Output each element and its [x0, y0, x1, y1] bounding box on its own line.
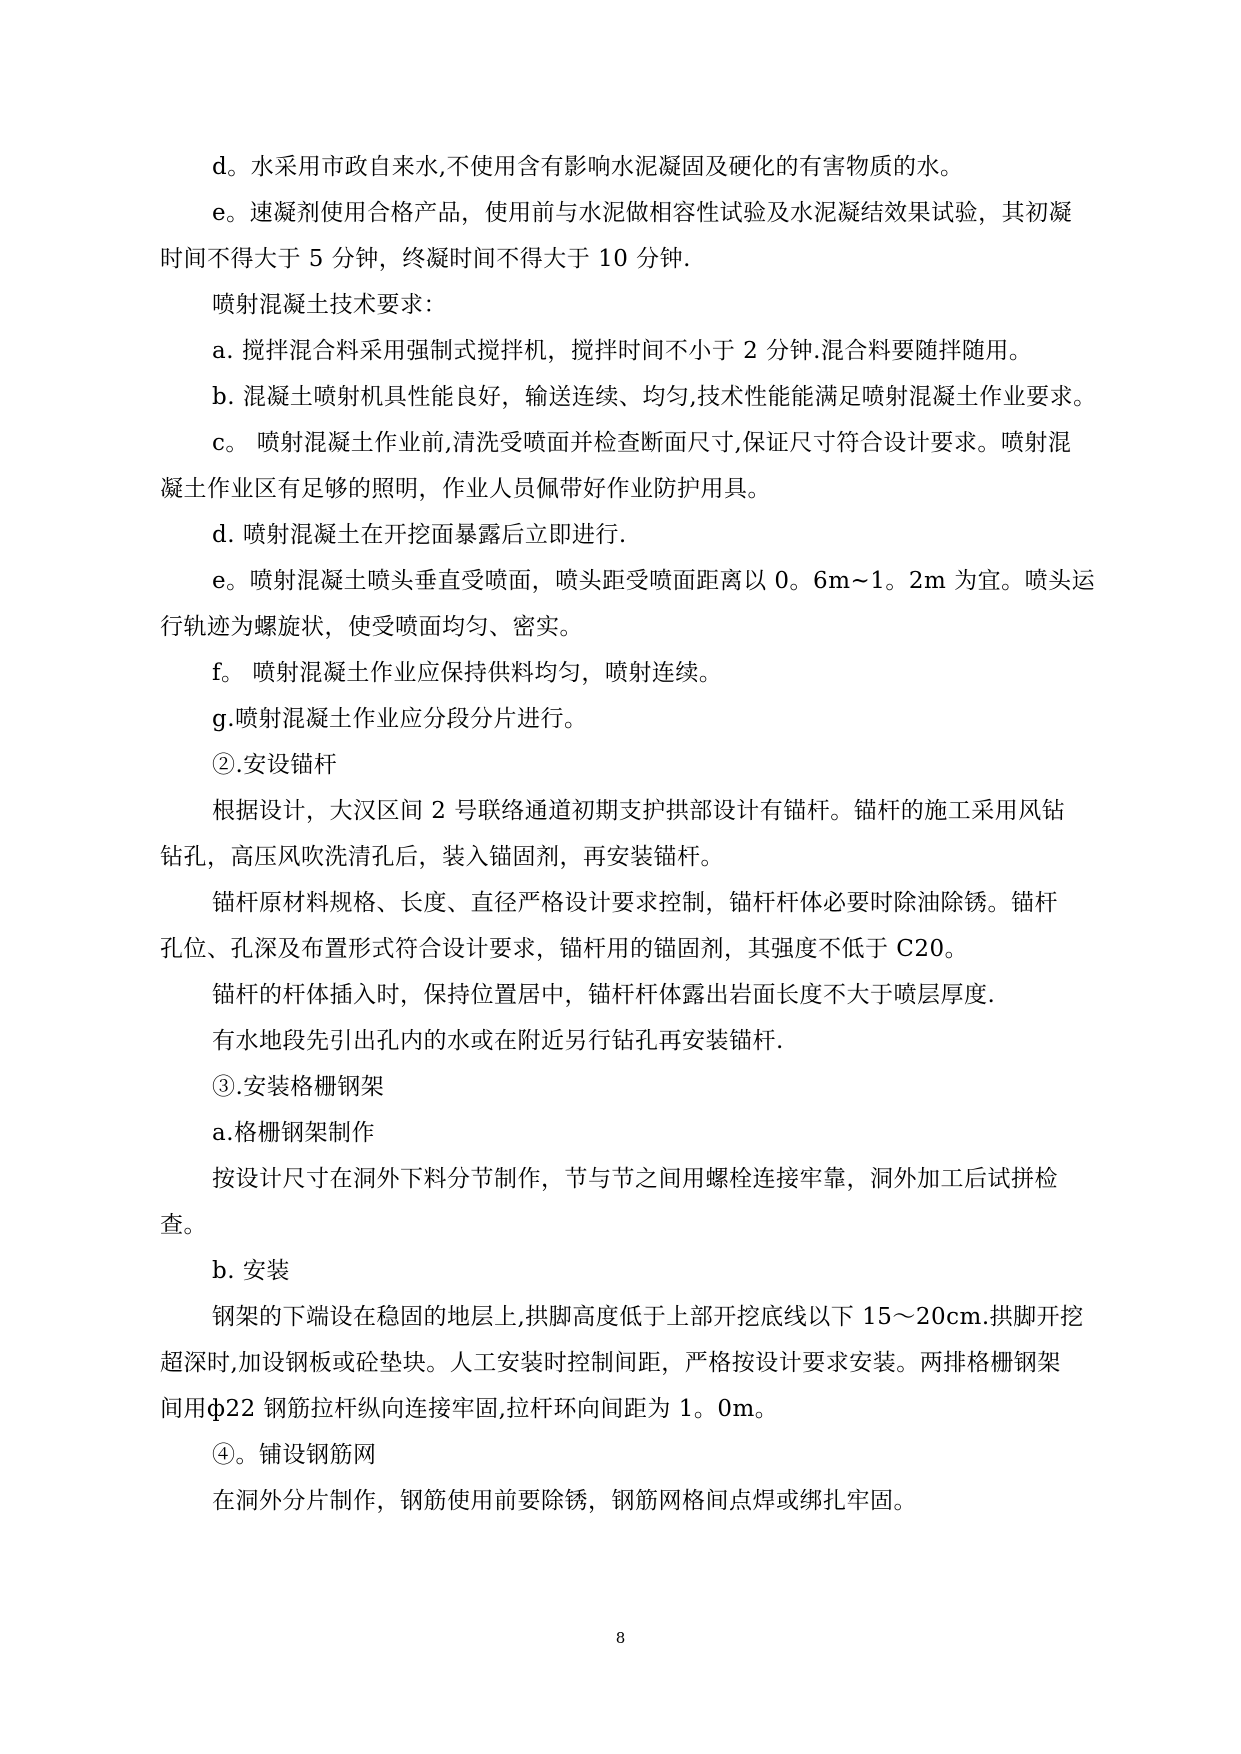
- paragraph-line: 锚杆原材料规格、长度、直径严格设计要求控制，锚杆杆体必要时除油除锈。锚杆: [212, 890, 1058, 916]
- section-heading: ③.安装格栅钢架: [212, 1074, 385, 1100]
- paragraph-line: g.喷射混凝土作业应分段分片进行。: [212, 706, 588, 732]
- paragraph-line: 孔位、孔深及布置形式符合设计要求，锚杆用的锚固剂，其强度不低于 C20。: [160, 936, 969, 962]
- subsection-heading: a.格栅钢架制作: [212, 1120, 376, 1146]
- paragraph-line: d. 喷射混凝土在开挖面暴露后立即进行.: [212, 522, 627, 548]
- paragraph-line: 行轨迹为螺旋状，使受喷面均匀、密实。: [160, 614, 583, 640]
- paragraph-line: c。 喷射混凝土作业前,清洗受喷面并检查断面尺寸,保证尺寸符合设计要求。喷射混: [212, 430, 1072, 456]
- paragraph-line: e。速凝剂使用合格产品，使用前与水泥做相容性试验及水泥凝结效果试验，其初凝: [212, 200, 1073, 226]
- paragraph-line: b. 混凝土喷射机具性能良好，输送连续、均匀,技术性能能满足喷射混凝土作业要求。: [212, 384, 1097, 410]
- document-body: [160, 144, 1110, 1524]
- paragraph-line: 钻孔，高压风吹洗清孔后，装入锚固剂，再安装锚杆。: [160, 844, 724, 870]
- paragraph-line: 查。: [160, 1212, 207, 1238]
- paragraph-line: 锚杆的杆体插入时，保持位置居中，锚杆杆体露出岩面长度不大于喷层厚度.: [212, 982, 996, 1008]
- paragraph-line: 钢架的下端设在稳固的地层上,拱脚高度低于上部开挖底线以下 15～20cm.拱脚开挖: [212, 1304, 1084, 1330]
- paragraph-line: a. 搅拌混合料采用强制式搅拌机，搅拌时间不小于 2 分钟.混合料要随拌随用。: [212, 338, 1033, 364]
- page-number: 8: [615, 1629, 626, 1647]
- section-heading: ②.安设锚杆: [212, 752, 338, 778]
- paragraph-line: f。 喷射混凝土作业应保持供料均匀，喷射连续。: [212, 660, 723, 686]
- paragraph-line: d。水采用市政自来水,不使用含有影响水泥凝固及硬化的有害物质的水。: [212, 154, 964, 180]
- section-heading: 喷射混凝土技术要求：: [212, 292, 447, 318]
- paragraph-line: 有水地段先引出孔内的水或在附近另行钻孔再安装锚杆.: [212, 1028, 784, 1054]
- paragraph-line: 按设计尺寸在洞外下料分节制作，节与节之间用螺栓连接牢靠，洞外加工后试拼检: [212, 1166, 1058, 1192]
- section-heading: ④。铺设钢筋网: [212, 1442, 377, 1468]
- paragraph-line: 凝土作业区有足够的照明，作业人员佩带好作业防护用具。: [160, 476, 771, 502]
- paragraph-line: 超深时,加设钢板或砼垫块。人工安装时控制间距，严格按设计要求安装。两排格栅钢架: [160, 1350, 1061, 1376]
- paragraph-line: 时间不得大于 5 分钟，终凝时间不得大于 10 分钟.: [160, 246, 691, 272]
- paragraph-line: e。喷射混凝土喷头垂直受喷面，喷头距受喷面距离以 0。6m~1。2m 为宜。喷头运: [212, 568, 1096, 594]
- paragraph-line: 根据设计，大汉区间 2 号联络通道初期支护拱部设计有锚杆。锚杆的施工采用风钻: [212, 798, 1066, 824]
- paragraph-line: 在洞外分片制作，钢筋使用前要除锈，钢筋网格间点焊或绑扎牢固。: [212, 1488, 917, 1514]
- subsection-heading: b. 安装: [212, 1258, 290, 1284]
- paragraph-line: 间用ф22 钢筋拉杆纵向连接牢固,拉杆环向间距为 1。0m。: [160, 1396, 779, 1422]
